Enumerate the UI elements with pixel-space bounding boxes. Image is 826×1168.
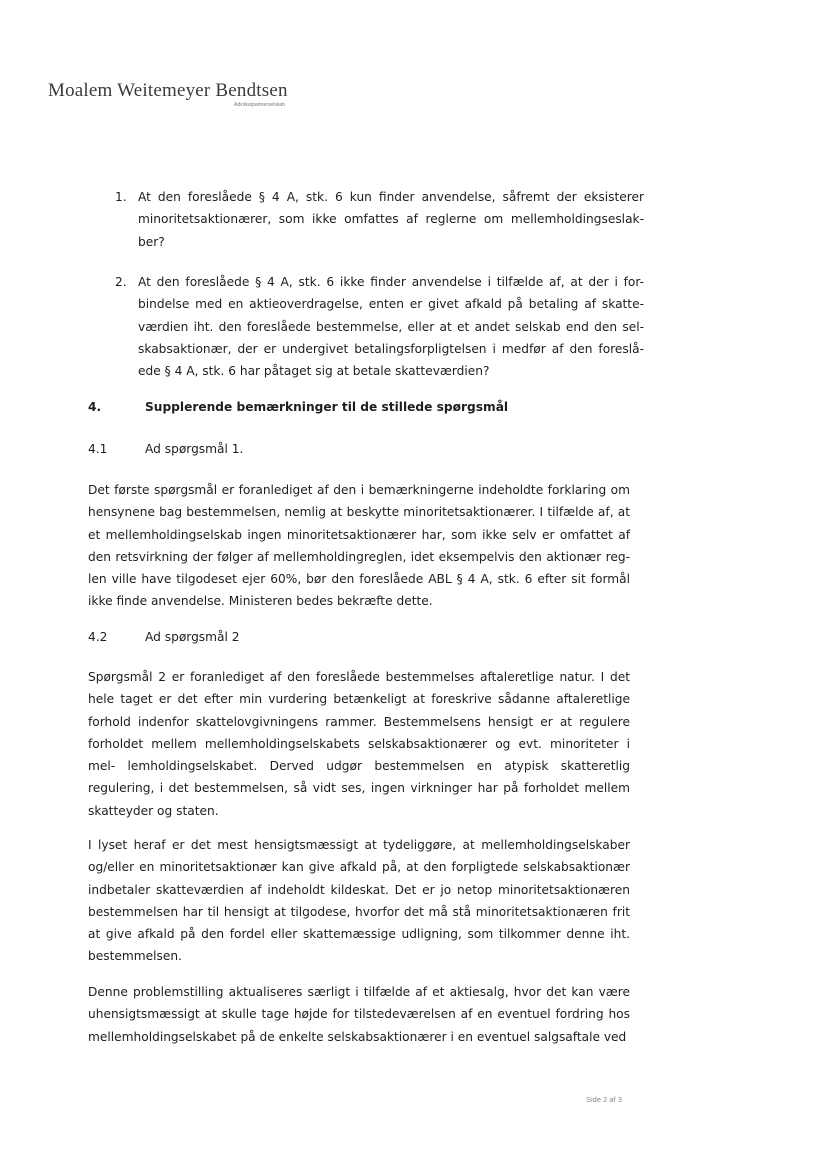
question-text: At den foreslåede § 4 A, stk. 6 ikke finder anvendelse i tilfælde af, at der i for- bindelse med en aktieoverdragelse, enten er givet afkald på betaling af skatte- værdien iht. den foreslåede bestemmelse, eller at et andet selskab end den sel- skabsaktionær, der er undergivet betalingsforpligtelsen i medfør af den foreslå- ede § 4 A, stk. 6 har påtaget sig at betale skatteværdien? — [138, 275, 644, 379]
question-text: At den foreslåede § 4 A, stk. 6 kun finder anvendelse, såfremt der eksisterer minoritetsaktionærer, som ikke omfattes af reglerne om mellemholdingseslak- ber? — [138, 190, 644, 249]
question-number: 2. — [115, 275, 127, 289]
paragraph-4-1: Det første spørgsmål er foranlediget af den i bemærkningerne indeholdte forklaring om hensynene bag bestemmelsen, nemlig at beskytte minoritetsaktionærer. I tilfælde af, at et mellemholdingselskab ingen minoritetsaktionærer har, som ikke selv er omfattet af den retsvirkning der følger af mellemholdingreglen, idet eksempelvis den aktionær reg- len ville have tilgodeset ejer 60%, bør den foreslåede ABL § 4 A, stk. 6 efter sit formål ikke finde anvendelse. Ministeren bedes bekræfte dette. — [88, 483, 630, 609]
subsection-title: Ad spørgsmål 2 — [145, 630, 240, 644]
page-number: Side 2 af 3 — [586, 1095, 622, 1104]
subsection-number: 4.2 — [88, 630, 108, 644]
question-number: 1. — [115, 190, 127, 204]
section-title: Supplerende bemærkninger til de stillede spørgsmål — [145, 400, 509, 414]
subsection-number: 4.1 — [88, 442, 108, 456]
paragraph-4-2-b: I lyset heraf er det mest hensigtsmæssigt at tydeliggøre, at mellemholdingselskaber og/eller en minoritetsaktionær kan give afkald på, at den forpligtede selskabsaktionær indbetaler skatteværdien af indeholdt kildeskat. Det er jo netop minoritetsaktionæren bestemmelsen har til hensigt at tilgodese, hvorfor det må stå minoritetsaktionæren frit at give afkald på den fordel eller skattemæssige udligning, som tilkommer denne iht. bestemmelsen. — [88, 838, 630, 964]
letterhead-firm-subtitle: Advokatpartnerselskab — [234, 102, 285, 108]
paragraph-4-2-c: Denne problemstilling aktualiseres særligt i tilfælde af et aktiesalg, hvor det kan være uhensigtsmæssigt at skulle tage højde for tilstedeværelsen af en eventuel fordring hos mellemholdingselskabet på de enkelte selskabsaktionærer i en eventuel salgsaftale ved — [88, 985, 630, 1044]
section-number: 4. — [88, 400, 102, 414]
paragraph-4-2-a: Spørgsmål 2 er foranlediget af den foreslåede bestemmelses aftaleretlige natur. I det hele taget er det efter min vurdering betænkeligt at foreskrive sådanne aftaleretlige forhold indenfor skattelovgivningens rammer. Bestemmelsens hensigt er at regulere forholdet mellem mellemholdingselskabets selskabsaktionærer og evt. minoriteter i mel- lemholdingselskabet. Derved udgør bestemmelsen en atypisk skatteretlig regulering, i det bestemmelsen, så vidt ses, ingen virkninger har på forholdet mellem skatteyder og staten. — [88, 670, 630, 818]
letterhead-firm-name: Moalem Weitemeyer Bendtsen — [48, 80, 288, 101]
subsection-title: Ad spørgsmål 1. — [145, 442, 244, 456]
